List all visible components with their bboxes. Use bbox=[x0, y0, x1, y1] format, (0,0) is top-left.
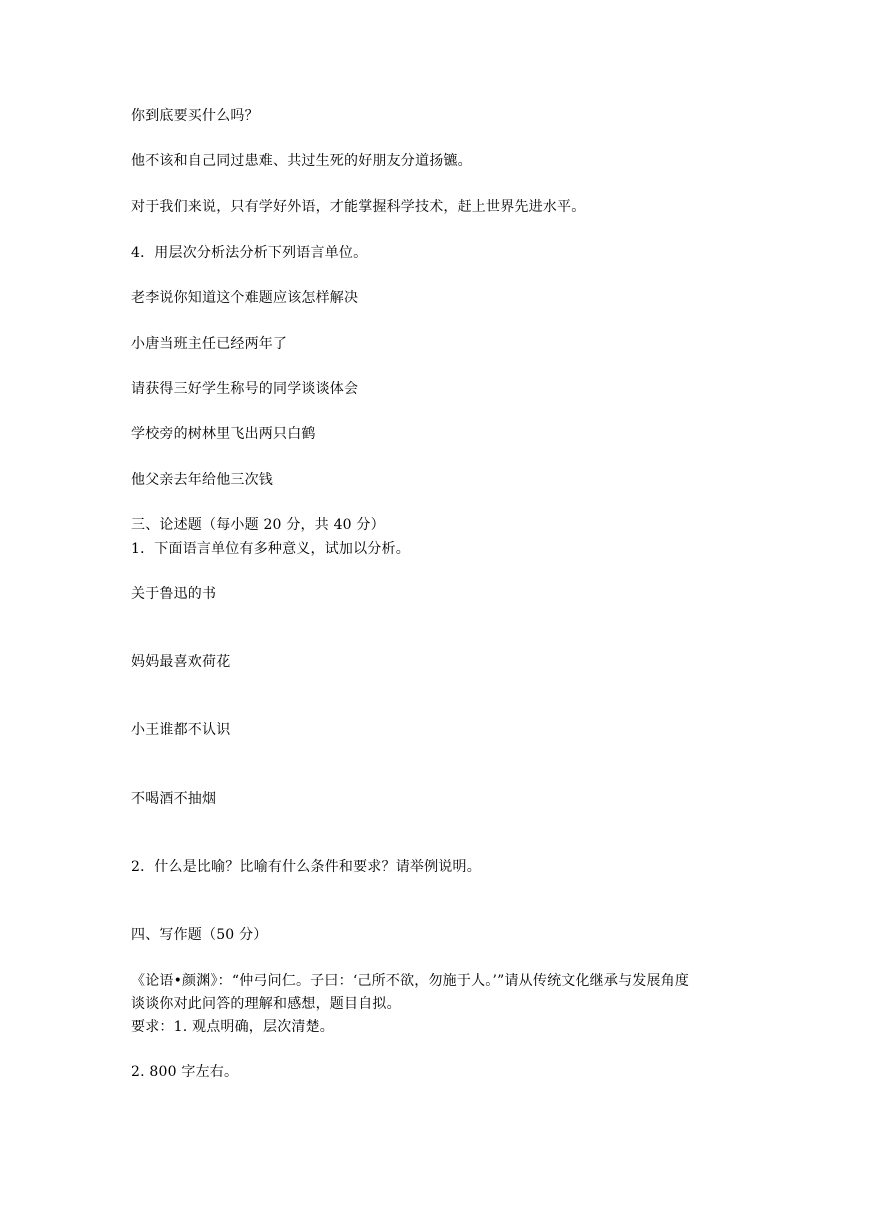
ambiguity-item-1: 关于鲁迅的书 bbox=[131, 586, 217, 602]
example-sentence-2: 他不该和自己同过患难、共过生死的好朋友分道扬镳。 bbox=[131, 153, 472, 169]
example-sentence-3: 对于我们来说，只有学好外语，才能掌握科学技术，赶上世界先进水平。 bbox=[131, 199, 586, 215]
writing-prompt-line-2: 谈谈你对此问答的理解和感想，题目自拟。 bbox=[131, 996, 401, 1012]
example-sentence-1: 你到底要买什么吗？ bbox=[131, 108, 259, 124]
analysis-item-4: 学校旁的树林里飞出两只白鹤 bbox=[131, 426, 316, 442]
analysis-item-2: 小唐当班主任已经两年了 bbox=[131, 336, 288, 352]
analysis-item-5: 他父亲去年给他三次钱 bbox=[131, 472, 273, 488]
section-4-heading: 四、写作题（50 分） bbox=[131, 927, 268, 943]
writing-prompt-line-1: 《论语•颜渊》：“仲弓问仁。子曰：‘己所不欲，勿施于人。’”请从传统文化继承与发展角度 bbox=[131, 973, 690, 989]
ambiguity-item-3: 小王谁都不认识 bbox=[131, 722, 231, 738]
ambiguity-item-2: 妈妈最喜欢荷花 bbox=[131, 654, 231, 670]
ambiguity-item-4: 不喝酒不抽烟 bbox=[131, 791, 217, 807]
writing-requirement-1: 要求：1. 观点明确，层次清楚。 bbox=[131, 1019, 335, 1035]
essay-question-1: 1．下面语言单位有多种意义，试加以分析。 bbox=[131, 541, 410, 557]
writing-requirement-2: 2. 800 字左右。 bbox=[131, 1064, 239, 1080]
section-3-heading: 三、论述题（每小题 20 分，共 40 分） bbox=[131, 517, 385, 533]
question-4-heading: 4．用层次分析法分析下列语言单位。 bbox=[131, 245, 368, 261]
essay-question-2: 2．什么是比喻？比喻有什么条件和要求？请举例说明。 bbox=[131, 859, 481, 875]
analysis-item-3: 请获得三好学生称号的同学谈谈体会 bbox=[131, 381, 359, 397]
analysis-item-1: 老李说你知道这个难题应该怎样解决 bbox=[131, 290, 359, 306]
